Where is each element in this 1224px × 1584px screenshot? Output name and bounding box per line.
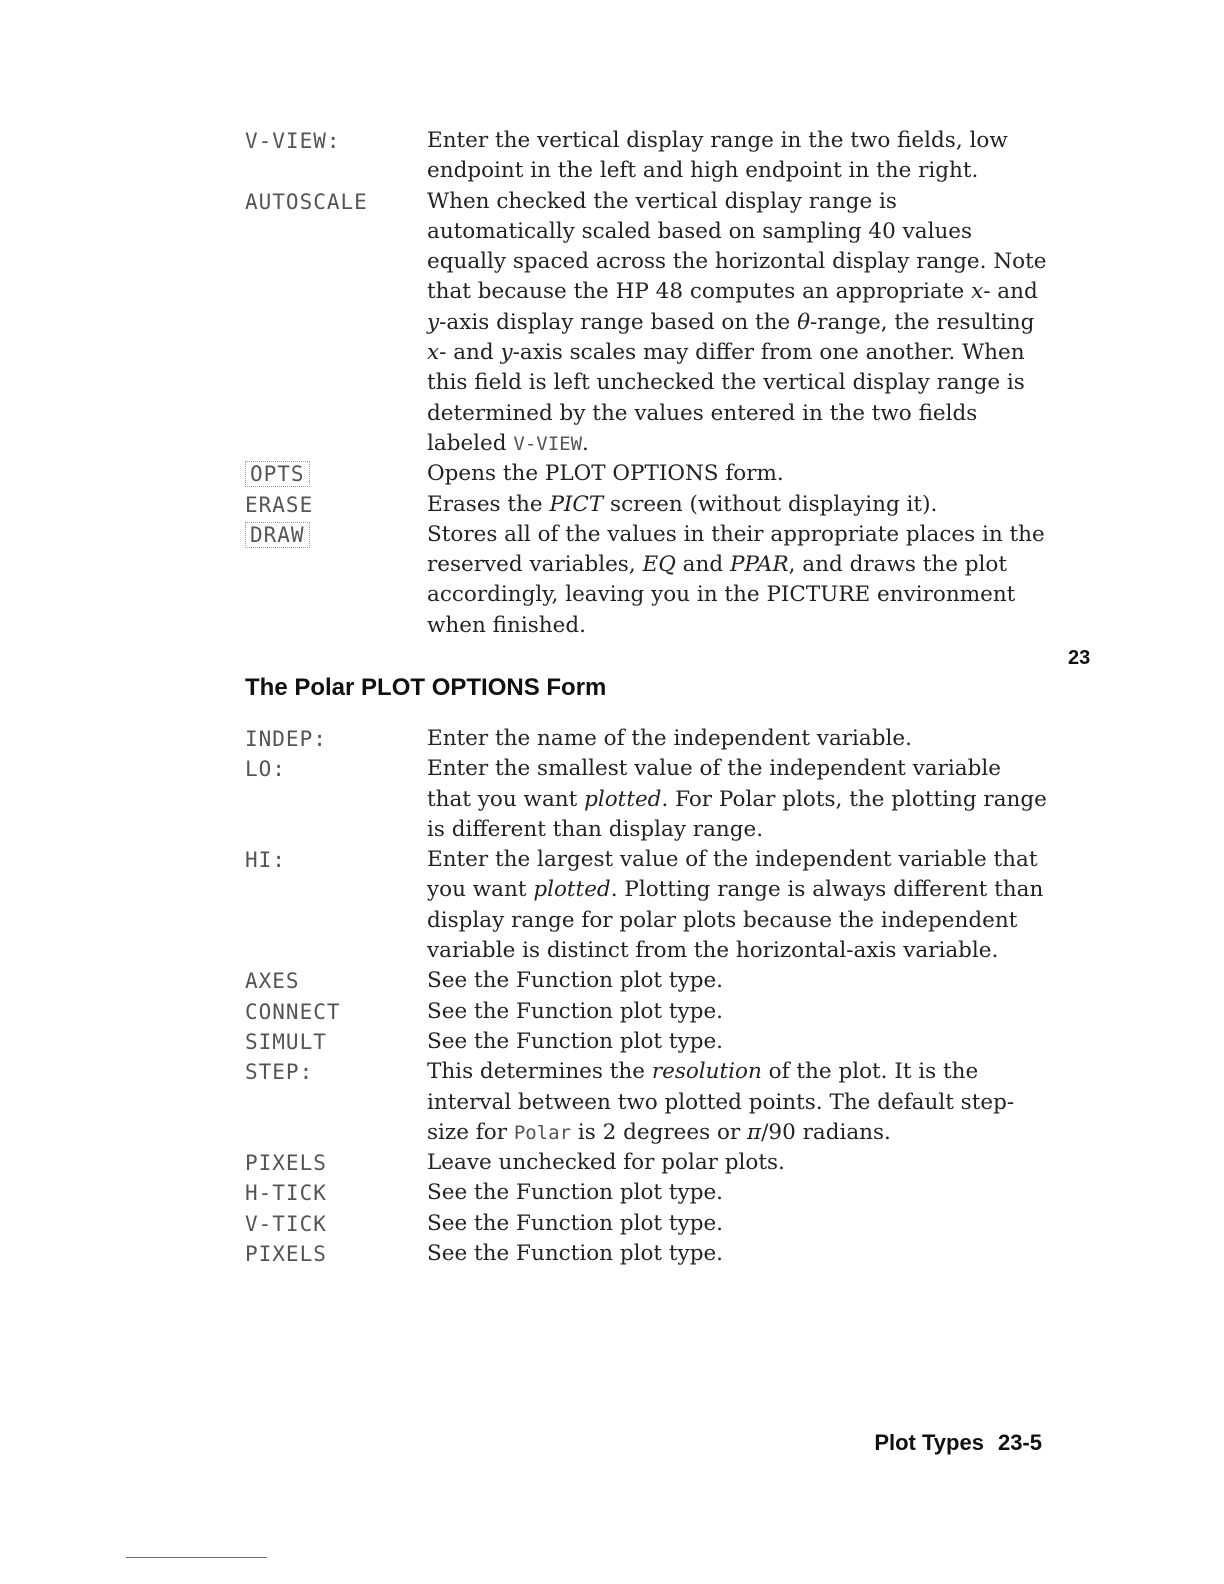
page-footer <box>874 1430 1042 1456</box>
entry-row <box>0 1239 1224 1269</box>
entry-term <box>245 126 427 187</box>
entry-term-label: PIXELS <box>245 1151 327 1176</box>
entry-term <box>245 754 427 845</box>
top-entry-list <box>0 126 1224 641</box>
entry-term-label: PIXELS <box>245 1242 327 1267</box>
description-text: screen (without displaying it). <box>603 491 938 517</box>
entry-row <box>0 1209 1224 1239</box>
description-text: . <box>582 430 589 456</box>
entry-term <box>245 459 427 489</box>
entry-term-label: H-TICK <box>245 1181 327 1206</box>
entry-term-label: ERASE <box>245 492 314 517</box>
entry-term-label: SIMULT <box>245 1029 327 1054</box>
entry-term-label: STEP: <box>245 1060 314 1085</box>
description-text: See the Function plot type. <box>427 1210 724 1236</box>
entry-row <box>0 845 1224 966</box>
description-text: See the Function plot type. <box>427 1180 724 1206</box>
entry-row <box>0 459 1224 489</box>
entry-row <box>0 966 1224 996</box>
entry-term-label: AXES <box>245 969 300 994</box>
entry-description <box>427 966 1047 996</box>
entry-term <box>245 845 427 966</box>
chapter-number: 23 <box>1068 647 1091 669</box>
description-text: PICT <box>549 491 604 517</box>
entry-row <box>0 1057 1224 1148</box>
description-text: Enter the vertical display range in the two fields, low endpoint in the left and high endpoint in the right. <box>427 128 1008 184</box>
footer-page-number: 23-5 <box>997 1430 1042 1455</box>
description-text: y <box>500 340 513 366</box>
entry-row <box>0 187 1224 460</box>
entry-description <box>427 520 1047 641</box>
description-text: . For Polar plots, the plotting range is different than display range. <box>427 786 1047 842</box>
entry-term-label: OPTS <box>245 461 310 487</box>
description-text: See the Function plot type. <box>427 998 724 1024</box>
entry-row <box>0 997 1224 1027</box>
entry-description <box>427 724 1047 754</box>
entry-term-label: V-VIEW: <box>245 129 341 153</box>
entry-term-label: INDEP: <box>245 727 327 751</box>
description-text: - and <box>983 279 1038 305</box>
description-text: Polar <box>513 1121 572 1144</box>
entry-description <box>427 187 1047 460</box>
entry-row <box>0 1178 1224 1208</box>
description-text: This determines the <box>427 1059 652 1085</box>
entry-term <box>245 187 427 460</box>
section-heading: The Polar PLOT OPTIONS Form <box>245 674 607 701</box>
description-text: PPAR <box>729 552 789 578</box>
description-text: -axis scales may differ from one another. When this field is left unchecked the vertical display range is determined by the values entered in the two fields labeled <box>427 340 1025 456</box>
description-text: Erases the <box>427 491 550 517</box>
description-text: See the Function plot type. <box>427 1241 724 1267</box>
description-text: When checked the vertical display range is automatically scaled based on sampling 40 values equally spaced across the horizontal display range. Note that because the HP 48 computes an appropriate <box>427 188 1047 305</box>
description-text: Opens the PLOT OPTIONS form. <box>427 461 784 487</box>
entry-term-label: LO: <box>245 757 286 782</box>
bottom-rule <box>126 1557 267 1558</box>
entry-description <box>427 1178 1047 1208</box>
description-text: and <box>675 552 730 578</box>
description-text: y <box>427 309 440 335</box>
entry-term <box>245 724 427 754</box>
description-text: EQ <box>642 552 676 578</box>
entry-description <box>427 1027 1047 1057</box>
entry-term <box>245 966 427 996</box>
entry-row <box>0 724 1224 754</box>
entry-description <box>427 490 1047 520</box>
description-text: Stores all of the values in their appropriate places in the reserved variables, <box>427 521 1045 578</box>
description-text: Leave unchecked for polar plots. <box>427 1150 785 1176</box>
description-text: See the Function plot type. <box>427 1028 724 1054</box>
entry-description <box>427 1148 1047 1178</box>
description-text: . Plotting range is always different than display range for polar plots because the independent variable is distinct from the horizontal-axis variable. <box>427 877 1044 964</box>
description-text: Enter the smallest value of the independent variable that you want <box>427 756 1001 812</box>
description-text: plotted <box>533 877 611 903</box>
entry-row <box>0 520 1224 641</box>
entry-term <box>245 1178 427 1208</box>
entry-term-label: CONNECT <box>245 999 341 1024</box>
description-text: - and <box>439 340 501 366</box>
description-text: x <box>427 340 440 366</box>
entry-row <box>0 1148 1224 1178</box>
polar-options-entry-list <box>0 724 1224 1269</box>
entry-term <box>245 1209 427 1239</box>
entry-row <box>0 126 1224 187</box>
entry-term <box>245 1239 427 1269</box>
entry-term <box>245 490 427 520</box>
description-text: , and draws the plot accordingly, leaving you in the PICTURE environment when finished. <box>427 552 1016 638</box>
entry-row <box>0 754 1224 845</box>
entry-row <box>0 1027 1224 1057</box>
entry-term <box>245 997 427 1027</box>
entry-term <box>245 520 427 641</box>
description-text: is 2 degrees or <box>571 1119 748 1145</box>
footer-title: Plot Types <box>874 1430 984 1455</box>
description-text: x <box>971 279 984 305</box>
description-text: π <box>747 1119 762 1145</box>
description-text: plotted <box>584 786 662 812</box>
description-text: V-VIEW <box>513 432 583 455</box>
entry-description <box>427 1209 1047 1239</box>
entry-term-label: AUTOSCALE <box>245 189 368 214</box>
description-text: See the Function plot type. <box>427 968 724 994</box>
description-text: -range, the resulting <box>810 309 1035 335</box>
entry-description <box>427 1239 1047 1269</box>
description-text: resolution <box>651 1059 762 1085</box>
entry-term <box>245 1027 427 1057</box>
description-text: θ <box>797 309 811 335</box>
entry-description <box>427 1057 1047 1148</box>
entry-term <box>245 1057 427 1148</box>
entry-description <box>427 126 1047 187</box>
entry-term <box>245 1148 427 1178</box>
entry-term-label: DRAW <box>245 522 310 548</box>
entry-description <box>427 997 1047 1027</box>
entry-description <box>427 845 1047 966</box>
entry-description <box>427 754 1047 845</box>
entry-term-label: HI: <box>245 848 286 873</box>
description-text: Enter the name of the independent variable. <box>427 726 912 751</box>
entry-row <box>0 490 1224 520</box>
description-text: -axis display range based on the <box>439 309 798 335</box>
description-text: Enter the largest value of the independent variable that you want <box>427 847 1038 903</box>
description-text: of the plot. It is the interval between two plotted points. The default step-size for <box>427 1059 1015 1145</box>
description-text: /90 radians. <box>761 1119 891 1145</box>
entry-term-label: V-TICK <box>245 1211 327 1236</box>
entry-description <box>427 459 1047 489</box>
